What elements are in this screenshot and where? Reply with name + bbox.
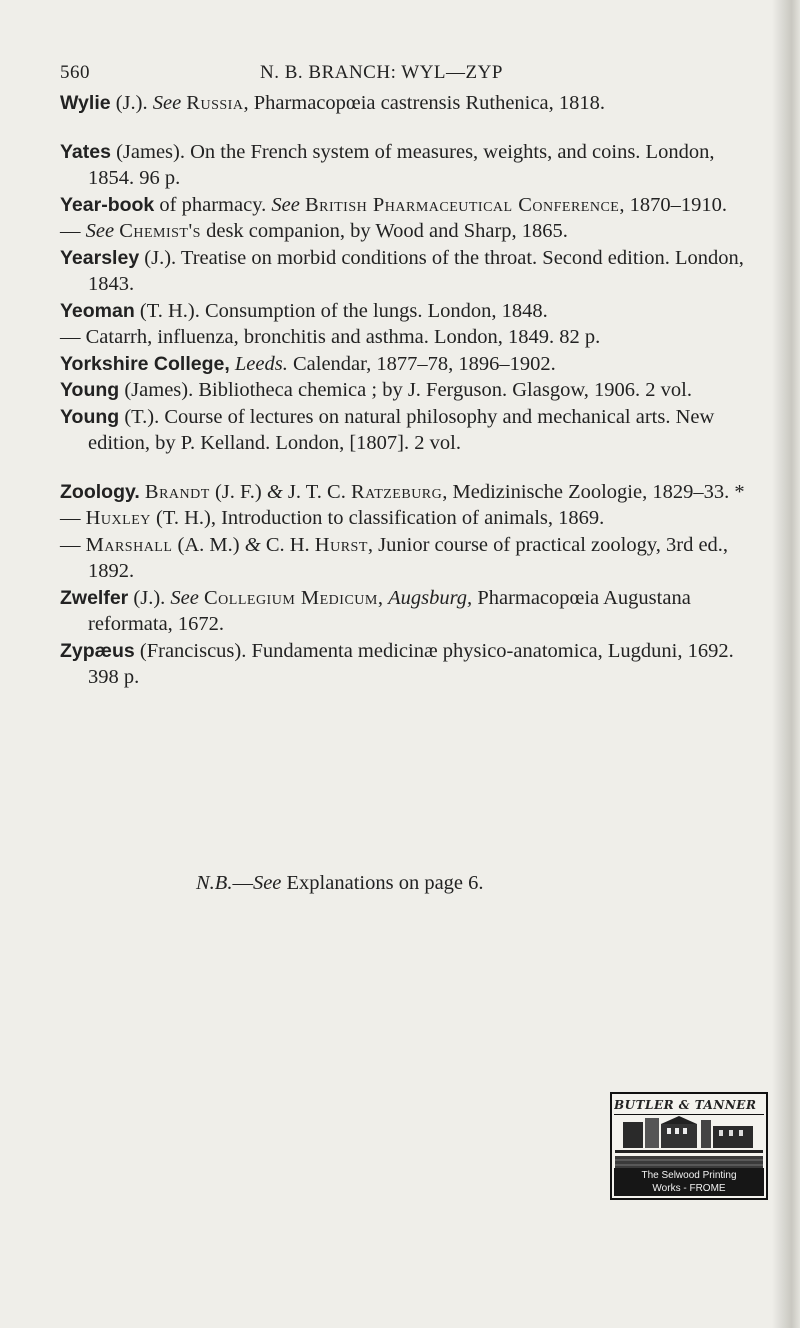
entry-text: Collegium Medicum [204, 586, 378, 609]
entry-text: , Medizinische Zoologie, 1829–33. * [442, 480, 745, 503]
entry-headword: Wylie [60, 92, 111, 114]
entry-text: Leeds. [234, 352, 288, 375]
section-gap [60, 457, 750, 479]
bibliography-entry [60, 90, 750, 117]
entry-text: (T. H.), Introduction to classification of animals, 1869. [150, 507, 605, 529]
entry-text: See [152, 92, 182, 114]
stamp-footer [614, 1168, 764, 1196]
entry-text: — [60, 533, 86, 556]
entry-text: See [271, 193, 300, 216]
bibliography-entry [60, 351, 750, 378]
entry-headword: Yates [60, 140, 111, 163]
section-gap [60, 117, 750, 139]
note-see: See [252, 872, 282, 894]
note-text: Explanations on page 6. [281, 872, 484, 894]
entry-text: desk companion, by Wood and Sharp, 1865. [200, 220, 568, 242]
bibliography-entry [60, 192, 750, 219]
entry-text: (T. H.). Consumption of the lungs. London, 1848. [134, 299, 548, 322]
entry-text: Huxley [85, 507, 151, 529]
entry-headword: Yorkshire College, [60, 352, 230, 375]
bibliography-entry [60, 585, 750, 638]
bibliography-entry [60, 139, 750, 192]
printing-works-engraving-icon [615, 1116, 763, 1170]
entry-text: British Pharmaceutical Conference [304, 193, 620, 216]
entry-headword: Year-book [60, 193, 155, 216]
entry-text: — [60, 220, 86, 242]
entry-headword: Young [60, 379, 120, 401]
bibliography-entry [60, 532, 750, 585]
entry-text: (A. M.) [172, 533, 245, 556]
entry-text: & [266, 480, 283, 503]
entry-text: Calendar, 1877–78, 1896–1902. [287, 352, 556, 375]
stamp-line-2: Works - FROME [652, 1183, 726, 1194]
stamp-line-1: The Selwood Printing [641, 1170, 737, 1181]
entry-headword: Young [60, 405, 120, 428]
entry-text: (J.). [110, 92, 153, 114]
entry-text: (T.). Course of lectures on natural philosophy and mechanical arts. New edition, by P. Kelland. London, [1807]. 2 vol. [88, 405, 715, 454]
entry-text: (J.). Treatise on morbid conditions of the throat. Second edition. London, 1843. [88, 246, 744, 295]
entry-text: C. H. [260, 533, 315, 556]
entry-text: See [170, 586, 199, 609]
entry-headword: Zwelfer [60, 586, 129, 609]
stamp-title: BUTLER & TANNER [614, 1096, 764, 1115]
entry-headword: Zoology. [60, 480, 140, 503]
entry-text: Chemist's [119, 220, 201, 242]
entry-text: Ratzeburg [350, 480, 443, 503]
page-title: N. B. BRANCH: WYL—ZYP [260, 62, 503, 83]
entry-text: (J.). [128, 586, 171, 609]
bibliography-entry [60, 638, 750, 691]
entry-text: J. T. C. [282, 480, 351, 503]
running-head [60, 62, 730, 88]
entry-text: Russia [186, 92, 244, 114]
bibliography-entry [60, 377, 750, 404]
entry-text: of pharmacy. [154, 193, 272, 216]
bibliography-entry [60, 479, 750, 506]
entry-text: & [244, 533, 261, 556]
entry-text: — Catarrh, influenza, bronchitis and asthma. London, 1849. 82 p. [60, 326, 601, 348]
entry-text: Brandt [144, 480, 210, 503]
note-prefix: N.B. [196, 872, 233, 894]
bibliography-entry [60, 404, 750, 457]
entry-text: , 1870–1910. [619, 193, 727, 216]
entry-text: Marshall [85, 533, 173, 556]
entry-headword: Yeoman [60, 299, 135, 322]
bibliography-entry [60, 324, 750, 351]
entry-text: Augsburg, [388, 586, 473, 609]
printer-stamp [610, 1092, 768, 1200]
entry-text: , Junior course of practical zoology, 3rd ed., 1892. [88, 533, 729, 582]
page-edge [772, 0, 800, 1328]
bibliography-entry [60, 245, 750, 298]
bibliography-entry [60, 505, 750, 532]
entry-text: , [377, 586, 389, 609]
entry-text: (J. F.) [209, 480, 267, 503]
entry-text: (Franciscus). Fundamenta medicinæ physico-anatomica, Lugduni, 1692. 398 p. [88, 639, 734, 688]
page-number: 560 [60, 62, 90, 83]
entry-text: (James). On the French system of measures, weights, and coins. London, 1854. 96 p. [88, 140, 715, 189]
entry-text: Hurst [314, 533, 368, 556]
entry-text: (James). Bibliotheca chemica ; by J. Ferguson. Glasgow, 1906. 2 vol. [119, 379, 692, 401]
entry-headword: Zypæus [60, 639, 135, 662]
entry-list [60, 90, 750, 691]
entry-text: See [85, 220, 115, 242]
entry-text: , Pharmacopœia castrensis Ruthenica, 1818. [243, 92, 605, 114]
bibliography-entry [60, 218, 750, 245]
entry-text: — [60, 507, 86, 529]
entry-headword: Yearsley [60, 246, 140, 269]
note-dash: — [232, 872, 253, 894]
footer-note [196, 872, 484, 895]
entry-text: Pharmacopœia Augustana reformata, 1672. [88, 586, 691, 635]
bibliography-entry [60, 298, 750, 325]
